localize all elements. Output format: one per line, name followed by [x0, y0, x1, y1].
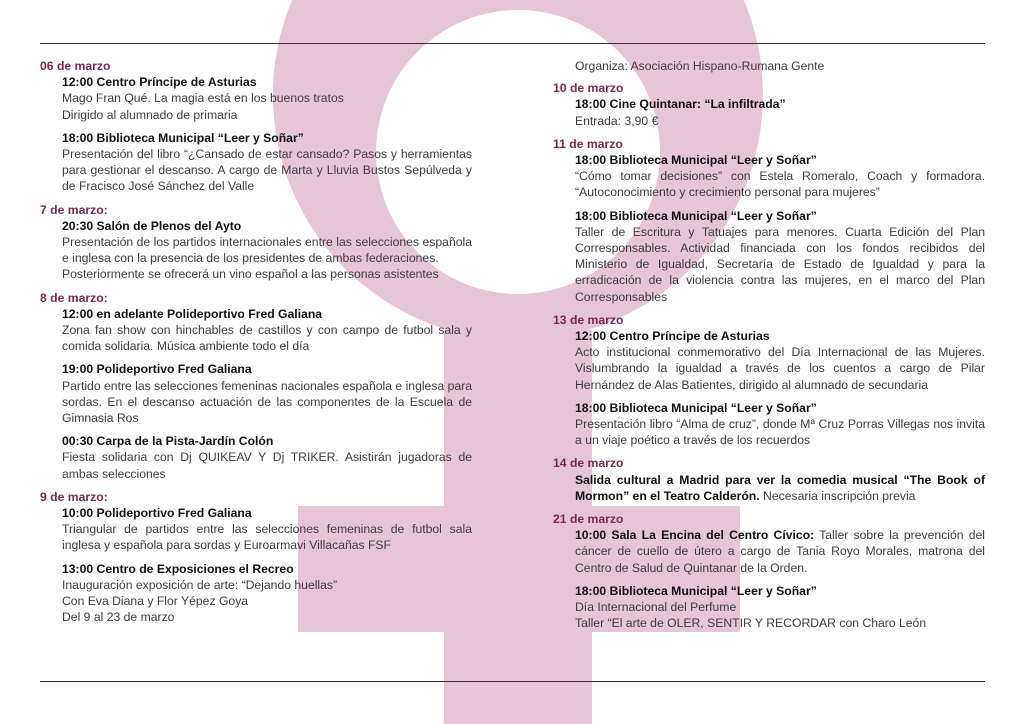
left-column [40, 58, 472, 633]
event-title: 18:00 Biblioteca Municipal “Leer y Soñar” [62, 130, 304, 145]
event-text: Dirigido al alumnado de primaria [62, 107, 238, 122]
event-text: Acto institucional conmemorativo del Día Internacional de las Mujeres. Vislumbrando la igualdad a través de los cuentos a cargo de Pilar Hernández de Alas Batientes, dirigido al alumnado de secundaria [575, 345, 985, 392]
event-text: Triangular de partidos entre las selecciones femeninas de futbol sala inglesa y española para sordas y Euroarmavi Villacañas FSF [62, 522, 472, 553]
event-description [62, 90, 472, 122]
event-description [575, 168, 985, 200]
event-item [40, 74, 472, 123]
event-text: Zona fan show con hinchables de castillos y con campo de futbol sala y comida solidaria. Música ambiente todo el día [62, 323, 472, 354]
event-item [553, 328, 985, 393]
event-item [40, 561, 472, 626]
event-date: 21 de marzo [553, 512, 624, 527]
event-title: 13:00 Centro de Exposiciones el Recreo [62, 561, 294, 576]
event-text: Inauguración exposición de arte: “Dejando huellas” [62, 577, 338, 592]
event-text: Taller “El arte de OLER, SENTIR Y RECORDAR con Charo León [575, 616, 927, 631]
right-column [553, 58, 985, 639]
bottom-rule [40, 681, 985, 682]
event-description [62, 322, 472, 354]
event-title: 18:00 Biblioteca Municipal “Leer y Soñar” [575, 153, 817, 168]
event-item [553, 472, 985, 504]
event-item [553, 400, 985, 449]
event-text: Taller de Escritura y Tatuajes para menores. Cuarta Edición del Plan Corresponsables. Actividad financiada con los fondos recibidos del Ministerio de Igualdad, Secretaría de Estado de Igualdad y para la erradicación de la violencia contra las mujeres, en el marco del Plan Corresponsables [575, 224, 985, 304]
event-date: 13 de marzo [553, 312, 624, 327]
event-text: Día Internacional del Perfume [575, 600, 737, 615]
event-text: Posteriormente se ofrecerá un vino español a las personas asistentes [62, 267, 439, 282]
event-description [62, 146, 472, 195]
event-title: 18:00 Cine Quintanar: “La infiltrada” [575, 97, 786, 112]
event-description [575, 527, 985, 576]
event-date: 10 de marzo [553, 81, 624, 96]
event-description [62, 521, 472, 553]
event-title: 10:00 Sala La Encina del Centro Cívico: [575, 528, 815, 543]
event-title: 20:30 Salón de Plenos del Ayto [62, 218, 242, 233]
event-description [62, 378, 472, 427]
event-item [40, 361, 472, 426]
event-title: 12:00 Centro Príncipe de Asturias [575, 329, 770, 344]
event-item [40, 130, 472, 195]
event-date: 8 de marzo: [40, 290, 108, 305]
event-date: 14 de marzo [553, 456, 624, 471]
event-description [575, 472, 985, 504]
event-item [553, 583, 985, 632]
event-item [40, 433, 472, 482]
event-text: Presentación del libro “¿Cansado de estar cansado? Pasos y herramientas para gestionar el descanso. A cargo de Marta y Lluvia Bustos Sepúlveda y de Fracisco José Sánchez del Valle [62, 147, 472, 194]
event-title: 18:00 Biblioteca Municipal “Leer y Soñar” [575, 583, 817, 598]
event-description [62, 234, 472, 283]
event-description [575, 416, 985, 448]
event-title: 18:00 Biblioteca Municipal “Leer y Soñar” [575, 208, 817, 223]
event-item [553, 96, 985, 128]
event-item [40, 505, 472, 554]
event-text: Presentación libro “Alma de cruz”, donde Mª Cruz Porras Villegas nos invita a un viaje poético a través de los recuerdos [575, 417, 985, 448]
event-text: Entrada: 3,90 € [575, 113, 659, 128]
top-rule [40, 43, 985, 44]
event-text: Taller sobre la prevención del cáncer de cuello de útero a cargo de Tania Royo Morales, matrona del Centro de Salud de Quintanar de la Orden. [575, 528, 985, 575]
event-title: 00:30 Carpa de la Pista-Jardín Colón [62, 434, 274, 449]
event-title: Salida cultural a Madrid para ver la comedia musical “The Book of Mormon” en el Teatro Calderón. [575, 472, 985, 503]
event-date: 06 de marzo [40, 59, 111, 73]
event-item [553, 208, 985, 305]
event-text: Fiesta solidaria con Dj QUIKEAV Y Dj TRIKER. Asistirán jugadoras de ambas selecciones [62, 450, 472, 481]
event-text: Del 9 al 23 de marzo [62, 610, 175, 625]
event-item [40, 306, 472, 355]
event-description [575, 113, 985, 129]
event-item [553, 152, 985, 201]
event-description [575, 344, 985, 393]
event-description [575, 224, 985, 305]
event-description [62, 449, 472, 481]
event-title: 10:00 Polideportivo Fred Galiana [62, 506, 252, 521]
event-text: Partido entre las selecciones femeninas nacionales española e inglesa para sordas. En el descanso actuación de las componentes de la Escuela de Gimnasia Ros [62, 378, 472, 426]
event-title: 12:00 Centro Príncipe de Asturias [62, 75, 257, 90]
event-title: 12:00 en adelante Polideportivo Fred Galiana [62, 306, 323, 321]
event-text: “Cómo tomar decisiones” con Estela Romeralo, Coach y formadora. “Autoconocimiento y crecimiento personal para mujeres” [575, 169, 985, 200]
event-title: 19:00 Polideportivo Fred Galiana [62, 362, 252, 377]
event-item [40, 218, 472, 283]
event-text: Con Eva Diana y Flor Yépez Goya [62, 594, 249, 609]
event-description [62, 577, 472, 626]
event-date: 11 de marzo [553, 136, 623, 151]
event-title: 18:00 Biblioteca Municipal “Leer y Soñar” [575, 400, 817, 415]
event-date: 9 de marzo: [40, 489, 108, 504]
event-text: Necesaria inscripción previa [759, 488, 916, 503]
event-item [553, 527, 985, 576]
event-date: 7 de marzo: [40, 202, 108, 217]
event-text: Presentación de los partidos internacionales entre las selecciones española e inglesa con la presencia de los presidentes de ambas federaciones. [62, 235, 472, 266]
event-description [575, 599, 985, 631]
organizer-line: Organiza: Asociación Hispano-Rumana Gente [575, 59, 825, 73]
event-text: Mago Fran Qué. La magia está en los buenos tratos [62, 91, 344, 106]
